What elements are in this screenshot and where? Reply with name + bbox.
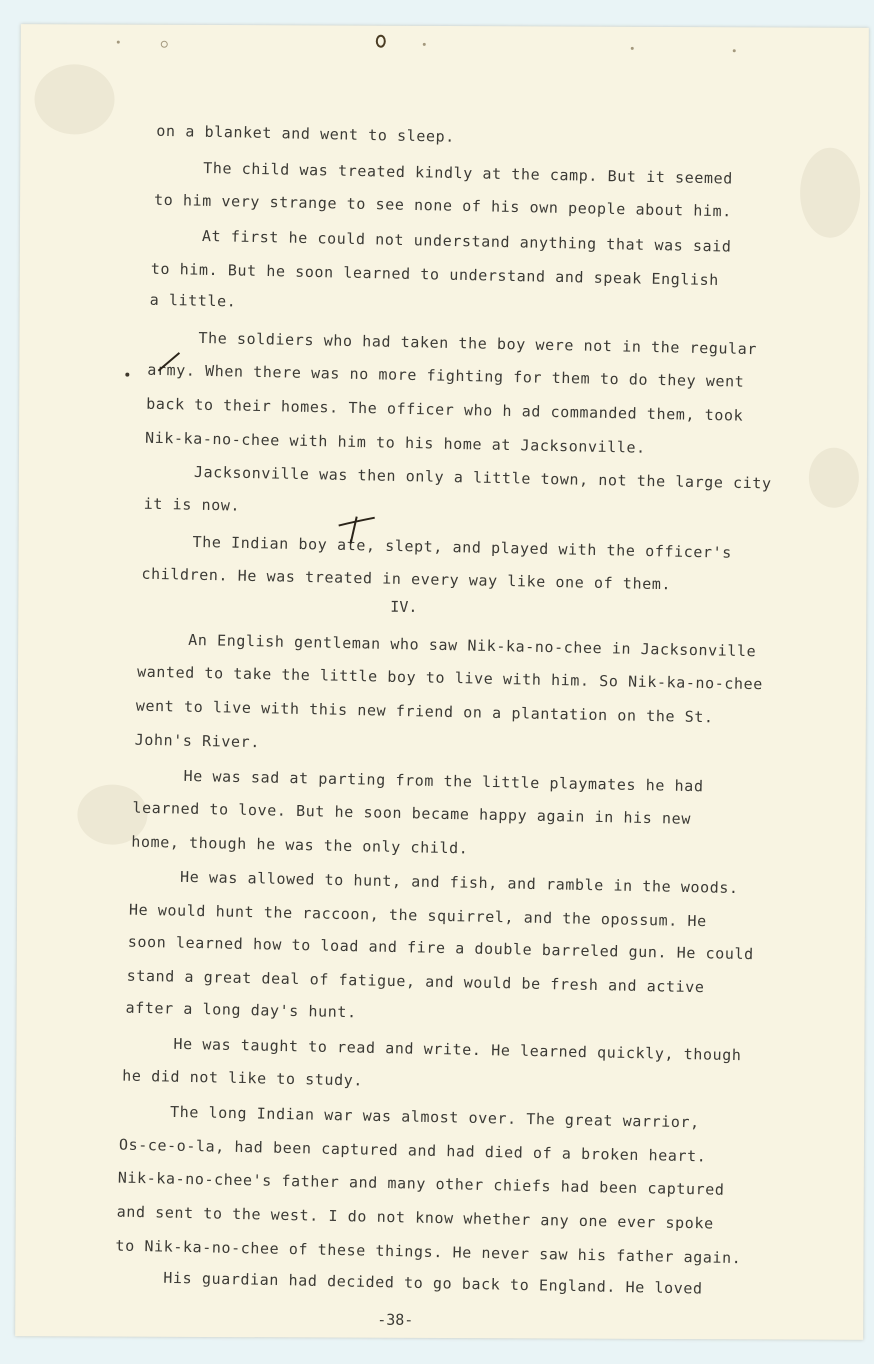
text-line: to him. But he soon learned to understand and speak English	[150, 259, 720, 290]
text-line: The long Indian war was almost over. The great warrior,	[169, 1102, 700, 1132]
text-line: he did not like to study.	[122, 1066, 364, 1090]
text-line: The child was treated kindly at the camp. But it seemed	[203, 158, 734, 188]
text-line: wanted to take the little boy to live with him. So Nik-ka-no-chee	[136, 662, 764, 694]
text-line: after a long day's hunt.	[125, 998, 357, 1022]
text-line: The Indian boy ate, slept, and played with the officer's	[192, 532, 733, 562]
text-line: He was sad at parting from the little playmates he had	[183, 766, 704, 796]
handwritten-correction-mark	[155, 351, 185, 375]
text-line: Nik-ka-no-chee with him to his home at Jacksonville.	[144, 428, 646, 457]
text-line: learned to love. But he soon became happy again in his new	[132, 798, 692, 828]
text-line: An English gentleman who saw Nik-ka-no-chee in Jacksonville	[188, 630, 757, 661]
text-line: army. When there was no more fighting for them to do they went	[147, 360, 745, 391]
text-line: Nik-ka-no-chee's father and many other chiefs had been captured	[117, 1168, 725, 1199]
text-line: back to their homes. The officer who h ad commanded them, took	[146, 394, 744, 425]
text-line: a little.	[149, 290, 237, 311]
section-heading: IV.	[390, 597, 418, 616]
text-line: stand a great deal of fatigue, and would be fresh and active	[126, 966, 705, 997]
text-line: to Nik-ka-no-chee of these things. He never saw his father again.	[115, 1236, 742, 1268]
handwritten-correction-mark	[337, 514, 377, 546]
text-line: He was taught to read and write. He learned quickly, though	[173, 1034, 742, 1065]
text-line: went to live with this new friend on a plantation on the St.	[135, 696, 714, 727]
text-line: He was allowed to hunt, and fish, and ramble in the woods.	[179, 867, 739, 898]
text-line: to him very strange to see none of his own people about him.	[153, 190, 733, 221]
text-line: Os-ce-o-la, had been captured and had died of a broken heart.	[118, 1135, 707, 1166]
text-line: At first he could not understand anything that was said	[201, 226, 732, 256]
text-line: soon learned how to load and fire a double barreled gun. He could	[127, 932, 754, 964]
text-line: His guardian had decided to go back to England. He loved	[163, 1268, 703, 1298]
text-line: children. He was treated in every way like one of them.	[141, 564, 672, 594]
text-line: and sent to the west. I do not know whether any one ever spoke	[116, 1202, 714, 1233]
text-line: Jacksonville was then only a little town, not the large city	[193, 462, 772, 493]
text-line: it is now.	[143, 494, 241, 515]
text-line: home, though he was the only child.	[131, 832, 469, 858]
page-number: -38-	[377, 1310, 414, 1329]
text-line: on a blanket and went to sleep.	[156, 121, 456, 146]
page-text	[15, 24, 869, 1340]
text-line: He would hunt the raccoon, the squirrel, and the opossum. He	[128, 900, 707, 931]
text-line: The soldiers who had taken the boy were not in the regular	[198, 328, 758, 359]
text-line: John's River.	[134, 730, 261, 752]
typewritten-page	[15, 24, 869, 1340]
